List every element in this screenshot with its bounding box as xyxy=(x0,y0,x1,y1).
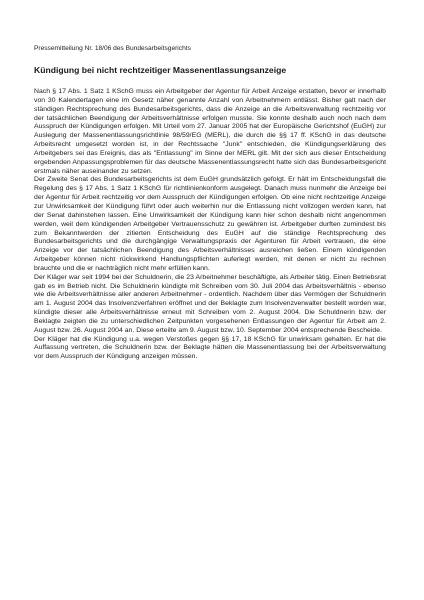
paragraph-4: Der Kläger hat die Kündigung u.a. wegen Verstoßes gegen §§ 17, 18 KSchG für unwirksam gehalten. Er hat die Auffassung vertreten, die Schuldnerin bzw. der Beklagte hätten die Massenentlassung bei der Arbeitsverwaltung vor dem Ausspruch der Kündigung anzeigen müssen. xyxy=(34,335,386,361)
document-title: Kündigung bei nicht rechtzeitiger Massenentlassungsanzeige xyxy=(34,65,287,75)
paragraph-1: Nach § 17 Abs. 1 Satz 1 KSchG muss ein Arbeitgeber der Agentur für Arbeit Anzeige erstatten, bevor er innerhalb von 30 Kalendertagen eine im Gesetz näher genannte Anzahl von Arbeitnehmern entlässt. Bisher galt nach der ständigen Rechtsprechung des Bundesarbeitsgerichts, dass die Anzeige an die Arbeitsverwaltung rechtzeitig vor der tatsächlichen Beendigung der Arbeitsverhältnisse erfolgen musste. Sie konnte deshalb auch noch nach dem Ausspruch der Kündigungen erfolgen. Mit Urteil vom 27. Januar 2005 hat der Europäische Gerichtshof (EuGH) zur Auslegung der Massenentlassungsrichtlinie 98/59/EG (MERL), die durch die §§ 17 ff. KSchG in das deutsche Arbeitsrecht umgesetzt worden ist, in der Rechtssache "Junk" entschieden, die Kündigungserklärung des Arbeitgebers sei das Ereignis, das als "Entlassung" im Sinne der MERL gilt. Mit der sich aus dieser Entscheidung ergebenden Anpassungsproblemen für das deutsche Massenentlassungsrecht hatte sich das Bundesarbeitsgericht erstmals näher auseinander zu setzen. xyxy=(34,88,386,175)
press-release-line: Pressemitteilung Nr. 18/06 des Bundesarbeitsgerichts xyxy=(34,45,191,52)
document-page xyxy=(34,44,386,362)
paragraph-3: Der Kläger war seit 1994 bei der Schuldnerin, die 23 Arbeitnehmer beschäftigte, als Arbeiter tätig. Einen Betriebsrat gab es im Betrieb nicht. Die Schuldnerin kündigte mit Schreiben vom 30. Juli 2004 das Arbeitsverhältnis - ebenso wie die Arbeitsverhältnisse aller anderen Arbeitnehmer - ordentlich. Nachdem über das Vermögen der Schuldnerin am 1. August 2004 das Insolvenzverfahren eröffnet und der Beklagte zum Insolvenzverwalter bestellt worden war, kündigte dieser alle Arbeitsverhältnisse erneut mit Schreiben vom 2. August 2004. Die Schuldnerin bzw. der Beklagte zeigten die zu unterschiedlichen Zeitpunkten vorgesehenen Entlassungen der Agentur für Arbeit am 2. August bzw. 26. August 2004 an. Diese erteilte am 9. August bzw. 10. September 2004 entsprechende Bescheide. xyxy=(34,273,386,334)
paragraph-2: Der Zweite Senat des Bundesarbeitsgerichts ist dem EuGH grundsätzlich gefolgt. Er hält im Entscheidungsfall die Regelung des § 17 Abs. 1 Satz 1 KSchG für richtlinienkonform ausgelegt. Danach muss nunmehr die Anzeige bei der Agentur für Arbeit rechtzeitig vor dem Ausspruch der Kündigungen erfolgen. Ob eine nicht rechtzeitige Anzeige zur Unwirksamkeit der Kündigung führt oder auch weiterhin nur die Entlassung nicht vollzogen werden kann, hat der Senat dahinstehen lassen. Eine Unwirksamkeit der Kündigung kann hier schon deshalb nicht angenommen werden, weil dem kündigenden Arbeitgeber Vertrauensschutz zu gewähren ist. Arbeitgeber durften zumindest bis zum Bekanntwerden der zitierten Entscheidung des EuGH auf die ständige Rechtsprechung des Bundesarbeitsgerichts und die durchgängige Verwaltungspraxis der Agenturen für Arbeit vertrauen, die eine Anzeige vor der tatsächlichen Beendigung des Arbeitsverhältnisses ausreichen ließen. Einem kündigenden Arbeitgeber können nicht rückwirkend Handlungspflichten auferlegt werden, mit denen er nicht zu rechnen brauchte und die er nachträglich nicht mehr erfüllen kann. xyxy=(34,176,386,272)
